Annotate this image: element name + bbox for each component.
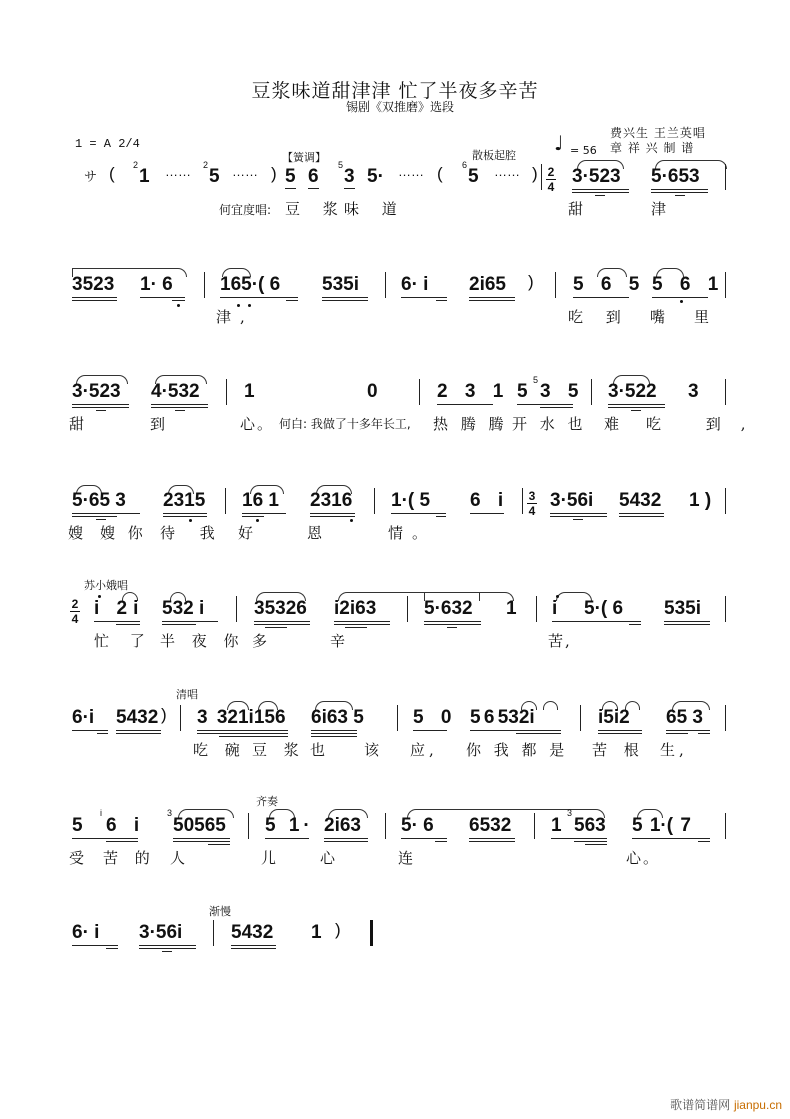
barline bbox=[725, 705, 726, 731]
underline bbox=[116, 624, 140, 625]
note-group: 5 6 5 bbox=[573, 274, 646, 295]
mark-qingchang: 清唱 bbox=[176, 688, 198, 701]
underline bbox=[698, 841, 710, 842]
barline bbox=[385, 813, 386, 839]
underline bbox=[573, 519, 583, 520]
singer-label: 苏小娥唱 bbox=[84, 579, 128, 592]
underline bbox=[265, 627, 287, 628]
note-group: 5432 bbox=[116, 707, 159, 728]
underline bbox=[391, 513, 446, 514]
fermata-dots: …… bbox=[494, 164, 520, 179]
lyric: 心。 bbox=[626, 849, 661, 867]
underline bbox=[139, 945, 196, 946]
underline bbox=[175, 410, 185, 411]
underline bbox=[344, 188, 355, 189]
underline bbox=[310, 513, 355, 514]
note-group: 2315 bbox=[163, 490, 206, 511]
note-group: 65 3 bbox=[666, 707, 703, 728]
lyric: 嫂 你 bbox=[100, 524, 147, 542]
note-group: 6·i bbox=[72, 707, 95, 728]
note-group: 5432 bbox=[231, 922, 274, 943]
underline bbox=[698, 733, 710, 734]
underline bbox=[469, 841, 515, 842]
lyric: 津 bbox=[651, 200, 676, 218]
note: 1 bbox=[311, 922, 322, 943]
underline bbox=[285, 188, 296, 189]
underline bbox=[265, 838, 309, 839]
paren-close: ) bbox=[532, 164, 538, 183]
fermata-dots: …… bbox=[398, 164, 424, 179]
underline bbox=[254, 621, 310, 622]
underline bbox=[173, 841, 230, 842]
barline bbox=[522, 488, 523, 514]
note-group: 2 3 1 bbox=[437, 381, 510, 402]
lyric: 吃 碗 bbox=[193, 741, 246, 759]
note-group: 2i63 bbox=[324, 815, 361, 836]
mark-jianman: 渐慢 bbox=[209, 905, 231, 918]
underline bbox=[469, 300, 515, 301]
underline bbox=[311, 736, 357, 737]
underline bbox=[96, 410, 106, 411]
quarter-note-icon: ♩ bbox=[554, 131, 564, 155]
barline bbox=[555, 272, 556, 298]
watermark-cn: 歌谱简谱网 bbox=[670, 1098, 731, 1112]
underline bbox=[96, 519, 106, 520]
note-group: 1 ) bbox=[689, 490, 712, 511]
underline bbox=[308, 188, 319, 189]
slur bbox=[543, 701, 558, 710]
underline bbox=[311, 730, 357, 731]
lyric: 心。 bbox=[240, 415, 275, 433]
underline bbox=[550, 516, 607, 517]
note-group: 3·522 bbox=[608, 381, 657, 402]
final-barline bbox=[370, 920, 373, 946]
key-signature: 1 = A 2/4 bbox=[75, 137, 140, 151]
underline bbox=[631, 410, 641, 411]
note-group: 563 bbox=[574, 815, 606, 836]
underline bbox=[572, 189, 629, 190]
grace-note: 2 bbox=[133, 160, 139, 170]
lyric: 连 bbox=[398, 849, 423, 867]
underline bbox=[106, 841, 138, 842]
low-octave-dot bbox=[350, 519, 353, 522]
lyric: 难 bbox=[604, 415, 629, 433]
underline bbox=[116, 733, 161, 734]
lyric: 该 bbox=[364, 741, 389, 759]
barline bbox=[236, 596, 237, 622]
underline bbox=[608, 407, 665, 408]
barline bbox=[725, 596, 726, 622]
time-signature: 2 4 bbox=[547, 165, 555, 194]
lyric: 生, bbox=[660, 741, 688, 759]
note: 1 bbox=[244, 381, 255, 402]
underline bbox=[598, 733, 642, 734]
underline bbox=[652, 297, 708, 298]
note-group: 5 1·( 7 bbox=[632, 815, 691, 836]
time-signature: 2 4 bbox=[71, 597, 79, 626]
lyric: 豆 浆 bbox=[252, 741, 305, 759]
lyric: 受 bbox=[69, 849, 94, 867]
barline bbox=[374, 488, 375, 514]
underline bbox=[116, 730, 161, 731]
lyric: 半 夜 你 bbox=[160, 632, 245, 650]
underline bbox=[345, 627, 367, 628]
note-group: 5432 bbox=[619, 490, 662, 511]
note: 5 bbox=[468, 166, 479, 187]
underline bbox=[595, 195, 605, 196]
underline bbox=[220, 297, 298, 298]
mark-sanban: 散板起腔 bbox=[472, 149, 516, 162]
note-group: 16 1 bbox=[242, 490, 279, 511]
underline bbox=[436, 516, 446, 517]
note-group: i 2i bbox=[94, 598, 145, 619]
underline bbox=[173, 838, 230, 839]
barline bbox=[534, 813, 535, 839]
singers-credit: 费兴生 王兰英唱 bbox=[610, 126, 706, 140]
grace-note: 3 bbox=[567, 808, 573, 818]
free-meter-symbol: サ bbox=[84, 169, 98, 184]
underline bbox=[72, 516, 117, 517]
lyric: 情。 bbox=[388, 524, 437, 542]
underline bbox=[401, 838, 447, 839]
underline bbox=[516, 733, 561, 734]
underline bbox=[334, 624, 390, 625]
paren-close: ) bbox=[271, 164, 277, 183]
underline bbox=[242, 513, 286, 514]
low-octave-dot bbox=[177, 304, 180, 307]
lyric: 甜 bbox=[69, 415, 94, 433]
note-group: 4·532 bbox=[151, 381, 200, 402]
paren-open: ( bbox=[437, 164, 443, 183]
underline bbox=[437, 404, 493, 405]
note-group: i5i2 bbox=[598, 707, 630, 728]
lyric: 苦 根 bbox=[592, 741, 645, 759]
barline bbox=[591, 379, 592, 405]
slur bbox=[122, 592, 138, 601]
barline bbox=[536, 596, 537, 622]
rest: 0 bbox=[367, 381, 378, 402]
underline bbox=[666, 730, 710, 731]
note-group: 6532 bbox=[469, 815, 512, 836]
underline bbox=[324, 841, 368, 842]
underline bbox=[172, 300, 185, 301]
lyric: 开 水 也 bbox=[512, 415, 587, 433]
paren-close: ) bbox=[335, 920, 341, 939]
underline bbox=[106, 948, 118, 949]
lyric: 津, bbox=[216, 308, 254, 326]
underline bbox=[139, 948, 196, 949]
underline bbox=[632, 838, 710, 839]
mark-huangdiao: 【簧调】 bbox=[282, 151, 326, 164]
underline bbox=[424, 621, 481, 622]
grace-note: 3 bbox=[167, 808, 173, 818]
underline bbox=[242, 516, 264, 517]
underline bbox=[551, 838, 607, 839]
grace-note: i bbox=[100, 808, 102, 818]
underline bbox=[664, 624, 710, 625]
paren-open: ( bbox=[109, 164, 115, 183]
note-group: 5 6 532i bbox=[470, 707, 535, 728]
barline bbox=[725, 813, 726, 839]
fermata-dots: …… bbox=[232, 164, 258, 179]
underline bbox=[94, 621, 140, 622]
note: 3 bbox=[344, 166, 355, 187]
underline bbox=[629, 624, 641, 625]
lyric: 你 我 都 是 bbox=[466, 741, 569, 759]
underline bbox=[585, 844, 607, 845]
underline bbox=[322, 300, 368, 301]
barline bbox=[725, 379, 726, 405]
underline bbox=[573, 297, 629, 298]
underline bbox=[219, 736, 288, 737]
note-group: 1· 6 bbox=[140, 274, 173, 295]
underline bbox=[324, 838, 368, 839]
underline bbox=[72, 838, 138, 839]
score-title: 豆浆味道甜津津 忙了半夜多辛苦 bbox=[251, 80, 539, 102]
lyric: 豆 浆 bbox=[285, 200, 347, 218]
underline bbox=[72, 300, 117, 301]
underline bbox=[401, 297, 447, 298]
barline bbox=[225, 488, 226, 514]
underline bbox=[413, 730, 447, 731]
underline bbox=[151, 404, 208, 405]
underline bbox=[97, 733, 108, 734]
barline bbox=[725, 488, 726, 514]
lyric: 忙 了 bbox=[94, 632, 153, 650]
note: 3 bbox=[688, 381, 699, 402]
underline bbox=[334, 621, 390, 622]
note-group: 2316 bbox=[310, 490, 353, 511]
note-group: 165·( 6 bbox=[220, 274, 281, 295]
underline bbox=[598, 730, 642, 731]
underline bbox=[140, 297, 185, 298]
underline bbox=[162, 951, 172, 952]
underline bbox=[651, 189, 708, 190]
barline bbox=[580, 705, 581, 731]
underline bbox=[572, 192, 629, 193]
score-subtitle: 锡剧《双推磨》选段 bbox=[345, 100, 454, 114]
underline bbox=[231, 945, 276, 946]
spoken-line: 何白: 我做了十多年长工, bbox=[279, 417, 411, 431]
underline bbox=[163, 513, 207, 514]
lyric: 人 bbox=[170, 849, 195, 867]
lyric: 待 我 bbox=[160, 524, 225, 542]
transcriber-credit: 章 祥 兴 制 谱 bbox=[610, 141, 695, 155]
note-group: 5· 6 bbox=[401, 815, 434, 836]
note-group: 5·632 bbox=[424, 598, 473, 619]
lyric: 嘴 bbox=[650, 308, 675, 326]
lyric: 热 腾 腾 bbox=[433, 415, 508, 433]
note-group: 6· i bbox=[401, 274, 429, 295]
watermark-url[interactable]: jianpu.cn bbox=[733, 1098, 782, 1112]
note-group: 535i bbox=[664, 598, 701, 619]
underline bbox=[619, 513, 664, 514]
note-group: 6 i bbox=[470, 490, 510, 511]
lyric: 辛 bbox=[330, 632, 355, 650]
note-group: 5·653 bbox=[651, 166, 700, 187]
note-group: 2i65 bbox=[469, 274, 506, 295]
grace-note: 6 bbox=[462, 160, 468, 170]
lyric: 儿 bbox=[261, 849, 286, 867]
underline bbox=[651, 192, 708, 193]
note: 5 bbox=[72, 815, 83, 836]
lyric: 味 道 bbox=[344, 200, 406, 218]
underline bbox=[322, 297, 368, 298]
note-group: 5·65 3 bbox=[72, 490, 126, 511]
underline bbox=[310, 516, 355, 517]
note-group: 3 321i156 bbox=[197, 707, 286, 728]
underline bbox=[436, 300, 447, 301]
barline bbox=[180, 705, 181, 731]
note-group: 3·56i bbox=[139, 922, 183, 943]
underline bbox=[540, 407, 573, 408]
underline bbox=[208, 844, 230, 845]
note: 1 bbox=[506, 598, 517, 619]
singer-label: 何宜度唱: bbox=[219, 203, 272, 217]
watermark bbox=[670, 1096, 782, 1113]
note-group: 6· i bbox=[72, 922, 100, 943]
underline bbox=[424, 624, 481, 625]
lyric: 吃 到, bbox=[646, 415, 766, 433]
underline bbox=[469, 838, 515, 839]
underline bbox=[675, 195, 685, 196]
note-group: 535i bbox=[322, 274, 359, 295]
barline bbox=[385, 272, 386, 298]
note: 5· bbox=[367, 166, 384, 187]
note-group: 5 0 bbox=[413, 707, 458, 728]
underline bbox=[608, 404, 665, 405]
lyric: 吃 到 bbox=[568, 308, 630, 326]
lyric: 苦 的 bbox=[103, 849, 156, 867]
lyric: 甜 bbox=[568, 200, 593, 218]
lyric: 里 bbox=[694, 308, 719, 326]
note-group: 1·( 5 bbox=[391, 490, 431, 511]
note-group: i2i63 bbox=[334, 598, 377, 619]
underline bbox=[163, 516, 207, 517]
note-group: 532 i bbox=[162, 598, 205, 619]
lyric: 苦, bbox=[548, 632, 572, 650]
lyric: 到 bbox=[150, 415, 175, 433]
lyric: 心 bbox=[320, 849, 345, 867]
barline bbox=[213, 920, 214, 946]
underline bbox=[666, 733, 688, 734]
tempo-value: = 56 bbox=[570, 144, 597, 157]
paren-close: ) bbox=[161, 705, 167, 724]
note-group: 5·( 6 bbox=[584, 598, 624, 619]
note-group: 50565 bbox=[173, 815, 226, 836]
note-group: 3 5 bbox=[540, 381, 585, 402]
barline bbox=[541, 164, 542, 190]
underline bbox=[574, 841, 607, 842]
fermata-dots: …… bbox=[165, 164, 191, 179]
lyric: 好 bbox=[238, 524, 263, 542]
lyric: 多 bbox=[252, 632, 277, 650]
note: 1 bbox=[551, 815, 562, 836]
grace-note: 5 bbox=[338, 160, 344, 170]
underline bbox=[619, 516, 664, 517]
underline bbox=[435, 841, 447, 842]
underline bbox=[72, 407, 129, 408]
underline bbox=[72, 513, 140, 514]
note: 5 bbox=[517, 381, 528, 402]
underline bbox=[470, 513, 504, 514]
underline bbox=[470, 730, 561, 731]
mark-qizou: 齐奏 bbox=[256, 795, 278, 808]
underline bbox=[197, 730, 288, 731]
underline bbox=[197, 733, 288, 734]
underline bbox=[254, 624, 310, 625]
note: 1 bbox=[139, 166, 150, 187]
note-group: 5 6 1 bbox=[652, 274, 725, 295]
underline bbox=[664, 621, 710, 622]
paren-close: ) bbox=[528, 272, 534, 291]
underline bbox=[552, 621, 641, 622]
underline bbox=[151, 407, 208, 408]
barline bbox=[725, 272, 726, 298]
underline bbox=[72, 297, 117, 298]
underline bbox=[550, 513, 607, 514]
underline bbox=[469, 297, 515, 298]
note: 5 bbox=[285, 166, 296, 187]
underline bbox=[72, 730, 108, 731]
note-group: 3523 bbox=[72, 274, 115, 295]
lyric: 嫂 bbox=[68, 524, 93, 542]
barline bbox=[248, 813, 249, 839]
note-group: 3·523 bbox=[572, 166, 621, 187]
note: i bbox=[552, 598, 558, 619]
barline bbox=[419, 379, 420, 405]
barline bbox=[397, 705, 398, 731]
underline bbox=[72, 945, 118, 946]
grace-note: 5 bbox=[533, 375, 539, 385]
barline bbox=[204, 272, 205, 298]
underline bbox=[517, 404, 573, 405]
barline bbox=[725, 164, 726, 190]
note: 6 bbox=[308, 166, 319, 187]
grace-note: 2 bbox=[203, 160, 209, 170]
barline bbox=[226, 379, 227, 405]
underline bbox=[162, 621, 218, 622]
low-octave-dot bbox=[680, 300, 683, 303]
lyric: 应, bbox=[410, 741, 438, 759]
note-group: 3·56i bbox=[550, 490, 594, 511]
note-group: 3·523 bbox=[72, 381, 121, 402]
note-group: 6 i bbox=[106, 815, 146, 836]
time-signature: 3 4 bbox=[528, 489, 536, 518]
note-group: 35326 bbox=[254, 598, 307, 619]
note: 5 bbox=[209, 166, 220, 187]
underline bbox=[311, 733, 357, 734]
lyric: 恩 bbox=[307, 524, 332, 542]
lyric: 也 bbox=[310, 741, 335, 759]
underline bbox=[72, 404, 129, 405]
underline bbox=[231, 948, 276, 949]
underline bbox=[286, 300, 298, 301]
barline bbox=[407, 596, 408, 622]
underline bbox=[447, 627, 457, 628]
underline bbox=[162, 624, 196, 625]
note-group: 6i63 5 bbox=[311, 707, 364, 728]
note-group: 5 1· bbox=[265, 815, 314, 836]
